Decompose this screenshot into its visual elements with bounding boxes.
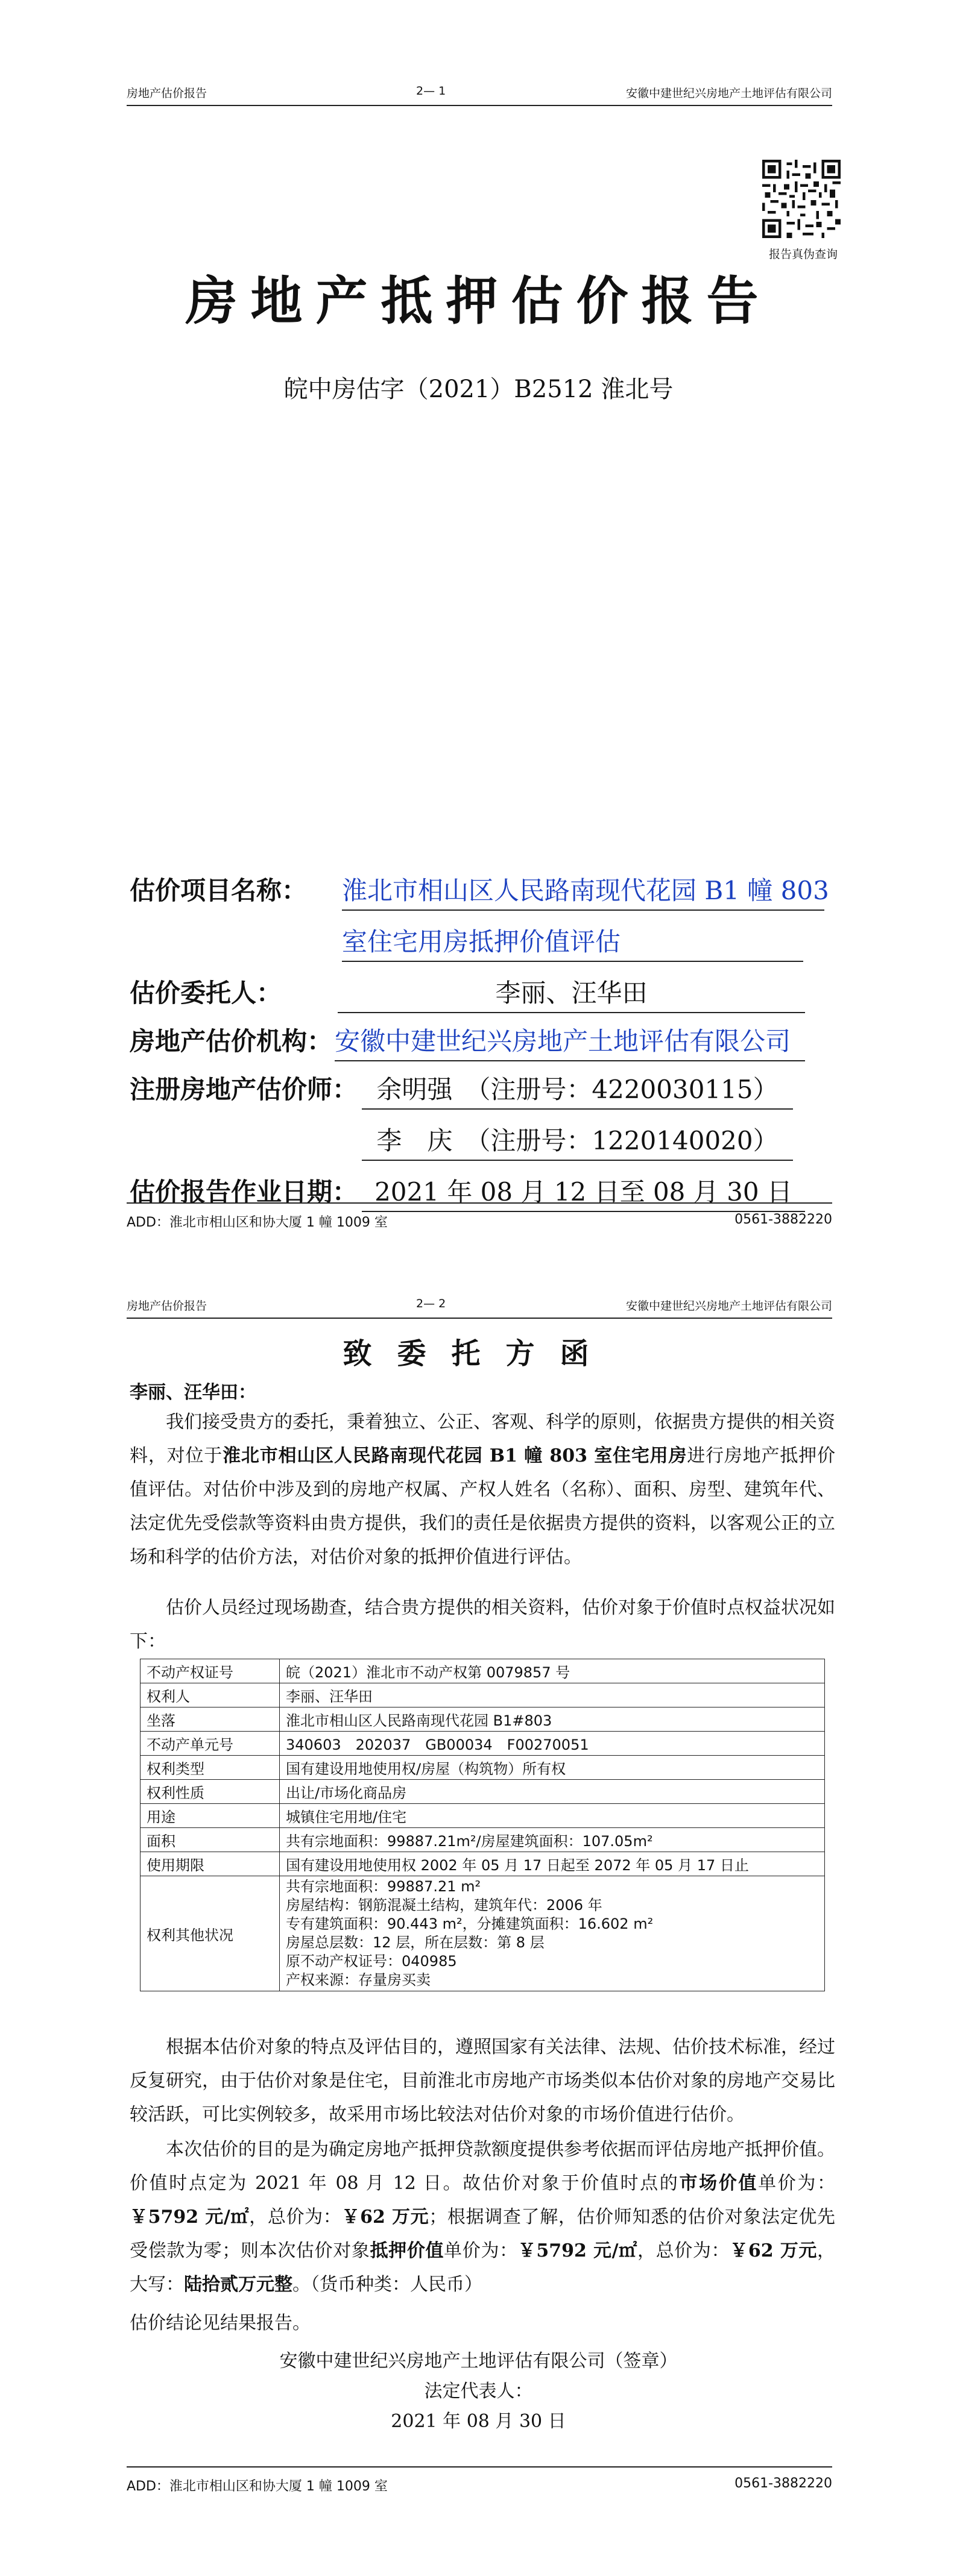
table-key: 用途 xyxy=(141,1804,280,1828)
p4-unit-price: ￥5792 元/㎡ xyxy=(130,2207,250,2228)
p4-mortgage-value: 抵押价值 xyxy=(370,2240,444,2261)
paragraph-3: 根据本估价对象的特点及评估目的，遵照国家有关法律、法规、估价技术标准，经过反复研究，由于估价对象是住宅，目前淮北市房地产市场类似本估价对象的房地产交易比较活跃，可比实例较多，故采用市场比较法对估价对象的市场价值进行估价。 xyxy=(130,2037,835,2125)
p1-text: 我们接受贵方的委托，秉着独立、公正、客观、科学的原则，依据贵方提供的相关资料，对位于 xyxy=(130,1412,835,1466)
table-row xyxy=(141,1707,825,1732)
p4-market-value: 市场价值 xyxy=(679,2173,759,2194)
table-row xyxy=(141,1659,825,1683)
report-title: 房地产抵押估价报告 xyxy=(185,271,772,331)
table-key: 坐落 xyxy=(141,1707,280,1732)
table-row xyxy=(141,1876,825,1991)
table-key: 面积 xyxy=(141,1828,280,1852)
table-key: 权利类型 xyxy=(141,1756,280,1780)
table-key: 使用期限 xyxy=(141,1852,280,1876)
p4-text: 本次估价的目的是为确定房地产抵押贷款额度提供参考依据而评估房地产抵押价值。价值时点定为 2021 年 08 月 12 日。故估价对象于价值时点的 xyxy=(130,2139,835,2194)
date-value: 2021 年 08 月 12 日至 08 月 30 日 xyxy=(362,1172,805,1212)
p4-text: 单价为： xyxy=(758,2173,836,2194)
table-key: 权利其他状况 xyxy=(141,1876,280,1991)
other-status-line: 专有建筑面积：90.443 m²，分摊建筑面积：16.602 m² xyxy=(286,1915,654,1932)
table-value: 李丽、汪华田 xyxy=(280,1683,825,1707)
project-name-line2[interactable]: 室住宅用房抵押价值评估 xyxy=(342,922,803,962)
paragraph-5: 估价结论见结果报告。 xyxy=(130,2313,311,2334)
project-name-label: 估价项目名称： xyxy=(130,876,308,905)
table-row xyxy=(141,1828,825,1852)
agency-value[interactable]: 安徽中建世纪兴房地产土地评估有限公司 xyxy=(335,1022,805,1061)
salutation: 李丽、汪华田： xyxy=(130,1382,256,1403)
appraiser-1: 余明强 （注册号：4220030115） xyxy=(362,1070,793,1110)
table-value: 淮北市相山区人民路南现代花园 B1#803 xyxy=(280,1707,825,1732)
p4-text: ，大写： xyxy=(130,2240,836,2295)
footer-address: ADD：淮北市相山区和协大厦 1 幢 1009 室 xyxy=(127,2479,388,2494)
p4-text: ，总价为： xyxy=(249,2207,342,2228)
header-left: 房地产估价报告 xyxy=(127,87,207,100)
other-status-line: 产权来源：存量房买卖 xyxy=(286,1971,431,1988)
header-page-number: 2— 2 xyxy=(416,1297,446,1310)
table-key: 不动产单元号 xyxy=(141,1732,280,1756)
p4-text: 单价为： xyxy=(444,2240,518,2261)
p4-text: 。（货币种类：人民币） xyxy=(292,2274,482,2295)
qr-caption: 报告真伪查询 xyxy=(768,248,838,261)
project-name-line1[interactable]: 淮北市相山区人民路南现代花园 B1 幢 803 xyxy=(342,871,824,911)
page-header xyxy=(127,84,832,106)
footer-phone: 0561-3882220 xyxy=(734,1212,832,1227)
other-status-line: 房屋总层数：12 层，所在层数：第 8 层 xyxy=(286,1934,545,1951)
paragraph-2: 估价人员经过现场勘查，结合贵方提供的相关资料，估价对象于价值时点权益状况如下： xyxy=(130,1597,835,1652)
page-footer xyxy=(127,2466,832,2498)
client-value: 李丽、汪华田 xyxy=(338,973,805,1013)
table-value: 340603 202037 GB00034 F00270051 xyxy=(280,1732,825,1756)
other-status-line: 原不动产权证号：040985 xyxy=(286,1953,457,1970)
header-left: 房地产估价报告 xyxy=(127,1299,207,1313)
footer-address: ADD：淮北市相山区和协大厦 1 幢 1009 室 xyxy=(127,1215,388,1230)
table-row xyxy=(141,1804,825,1828)
paragraph-4 xyxy=(130,2133,835,2302)
p4-text: ；根据调查了解，估价师知悉的估价对象法定优先受偿款为零；则本次估价对象 xyxy=(130,2207,835,2261)
table-key: 权利人 xyxy=(141,1683,280,1707)
cover-page xyxy=(0,0,957,1282)
table-value: 国有建设用地使用权/房屋（构筑物）所有权 xyxy=(280,1756,825,1780)
header-right: 安徽中建世纪兴房地产土地评估有限公司 xyxy=(625,87,832,100)
table-row xyxy=(141,1756,825,1780)
signature-company: 安徽中建世纪兴房地产土地评估有限公司（签章） xyxy=(279,2351,678,2372)
table-value-multiline xyxy=(280,1876,825,1991)
qr-code-icon[interactable] xyxy=(762,160,841,238)
footer-phone: 0561-3882220 xyxy=(734,2476,832,2491)
p4-unit-price-2: ￥5792 元/㎡ xyxy=(517,2240,637,2261)
report-number: 皖中房估字（2021）B2512 淮北号 xyxy=(283,375,674,403)
other-status-line: 共有宗地面积：99887.21 m² xyxy=(286,1878,481,1895)
date-label: 估价报告作业日期： xyxy=(130,1177,358,1207)
table-value: 出让/市场化商品房 xyxy=(280,1780,825,1804)
signature-representative: 法定代表人： xyxy=(424,2381,533,2402)
agency-label: 房地产估价机构： xyxy=(130,1026,333,1056)
appraiser-2: 李 庆 （注册号：1220140020） xyxy=(362,1121,793,1161)
letter-page xyxy=(0,1282,957,2576)
p4-text: ，总价为： xyxy=(637,2240,730,2261)
table-value: 城镇住宅用地/住宅 xyxy=(280,1804,825,1828)
page-footer xyxy=(127,1202,832,1234)
table-value: 共有宗地面积：99887.21m²/房屋建筑面积：107.05m² xyxy=(280,1828,825,1852)
table-row xyxy=(141,1683,825,1707)
table-row xyxy=(141,1852,825,1876)
p1-text-2: 进行房地产抵押价值评估。对估价中涉及到的房地产权属、产权人姓名（名称）、面积、房型、建筑年代、法定优先受偿款等资料由贵方提供，我们的责任是依据贵方提供的资料，以客观公正的立场和科学的估价方法，对估价对象的抵押价值进行评估。 xyxy=(130,1445,835,1568)
p1-property: 淮北市相山区人民路南现代花园 B1 幢 803 室住宅用房 xyxy=(223,1445,687,1466)
p4-amount-in-words: 陆拾贰万元整 xyxy=(184,2274,292,2295)
header-page-number: 2— 1 xyxy=(416,84,446,98)
table-row xyxy=(141,1780,825,1804)
table-key: 不动产权证号 xyxy=(141,1659,280,1683)
client-label: 估价委托人： xyxy=(130,978,282,1008)
header-right: 安徽中建世纪兴房地产土地评估有限公司 xyxy=(625,1299,832,1313)
letter-title: 致委托方函 xyxy=(343,1337,614,1371)
table-value: 皖（2021）淮北市不动产权第 0079857 号 xyxy=(280,1659,825,1683)
signature-date: 2021 年 08 月 30 日 xyxy=(391,2411,566,2432)
page-header xyxy=(127,1297,832,1319)
other-status-line: 房屋结构：钢筋混凝土结构，建筑年代：2006 年 xyxy=(286,1897,602,1914)
table-key: 权利性质 xyxy=(141,1780,280,1804)
paragraph-1 xyxy=(130,1406,835,1574)
appraiser-label: 注册房地产估价师： xyxy=(130,1075,358,1104)
table-row xyxy=(141,1732,825,1756)
rights-table xyxy=(140,1659,825,1991)
table-value: 国有建设用地使用权 2002 年 05 月 17 日起至 2072 年 05 月 17 日止 xyxy=(280,1852,825,1876)
p4-total-price: ￥62 万元 xyxy=(341,2207,429,2228)
p4-total-price-2: ￥62 万元 xyxy=(730,2240,818,2261)
